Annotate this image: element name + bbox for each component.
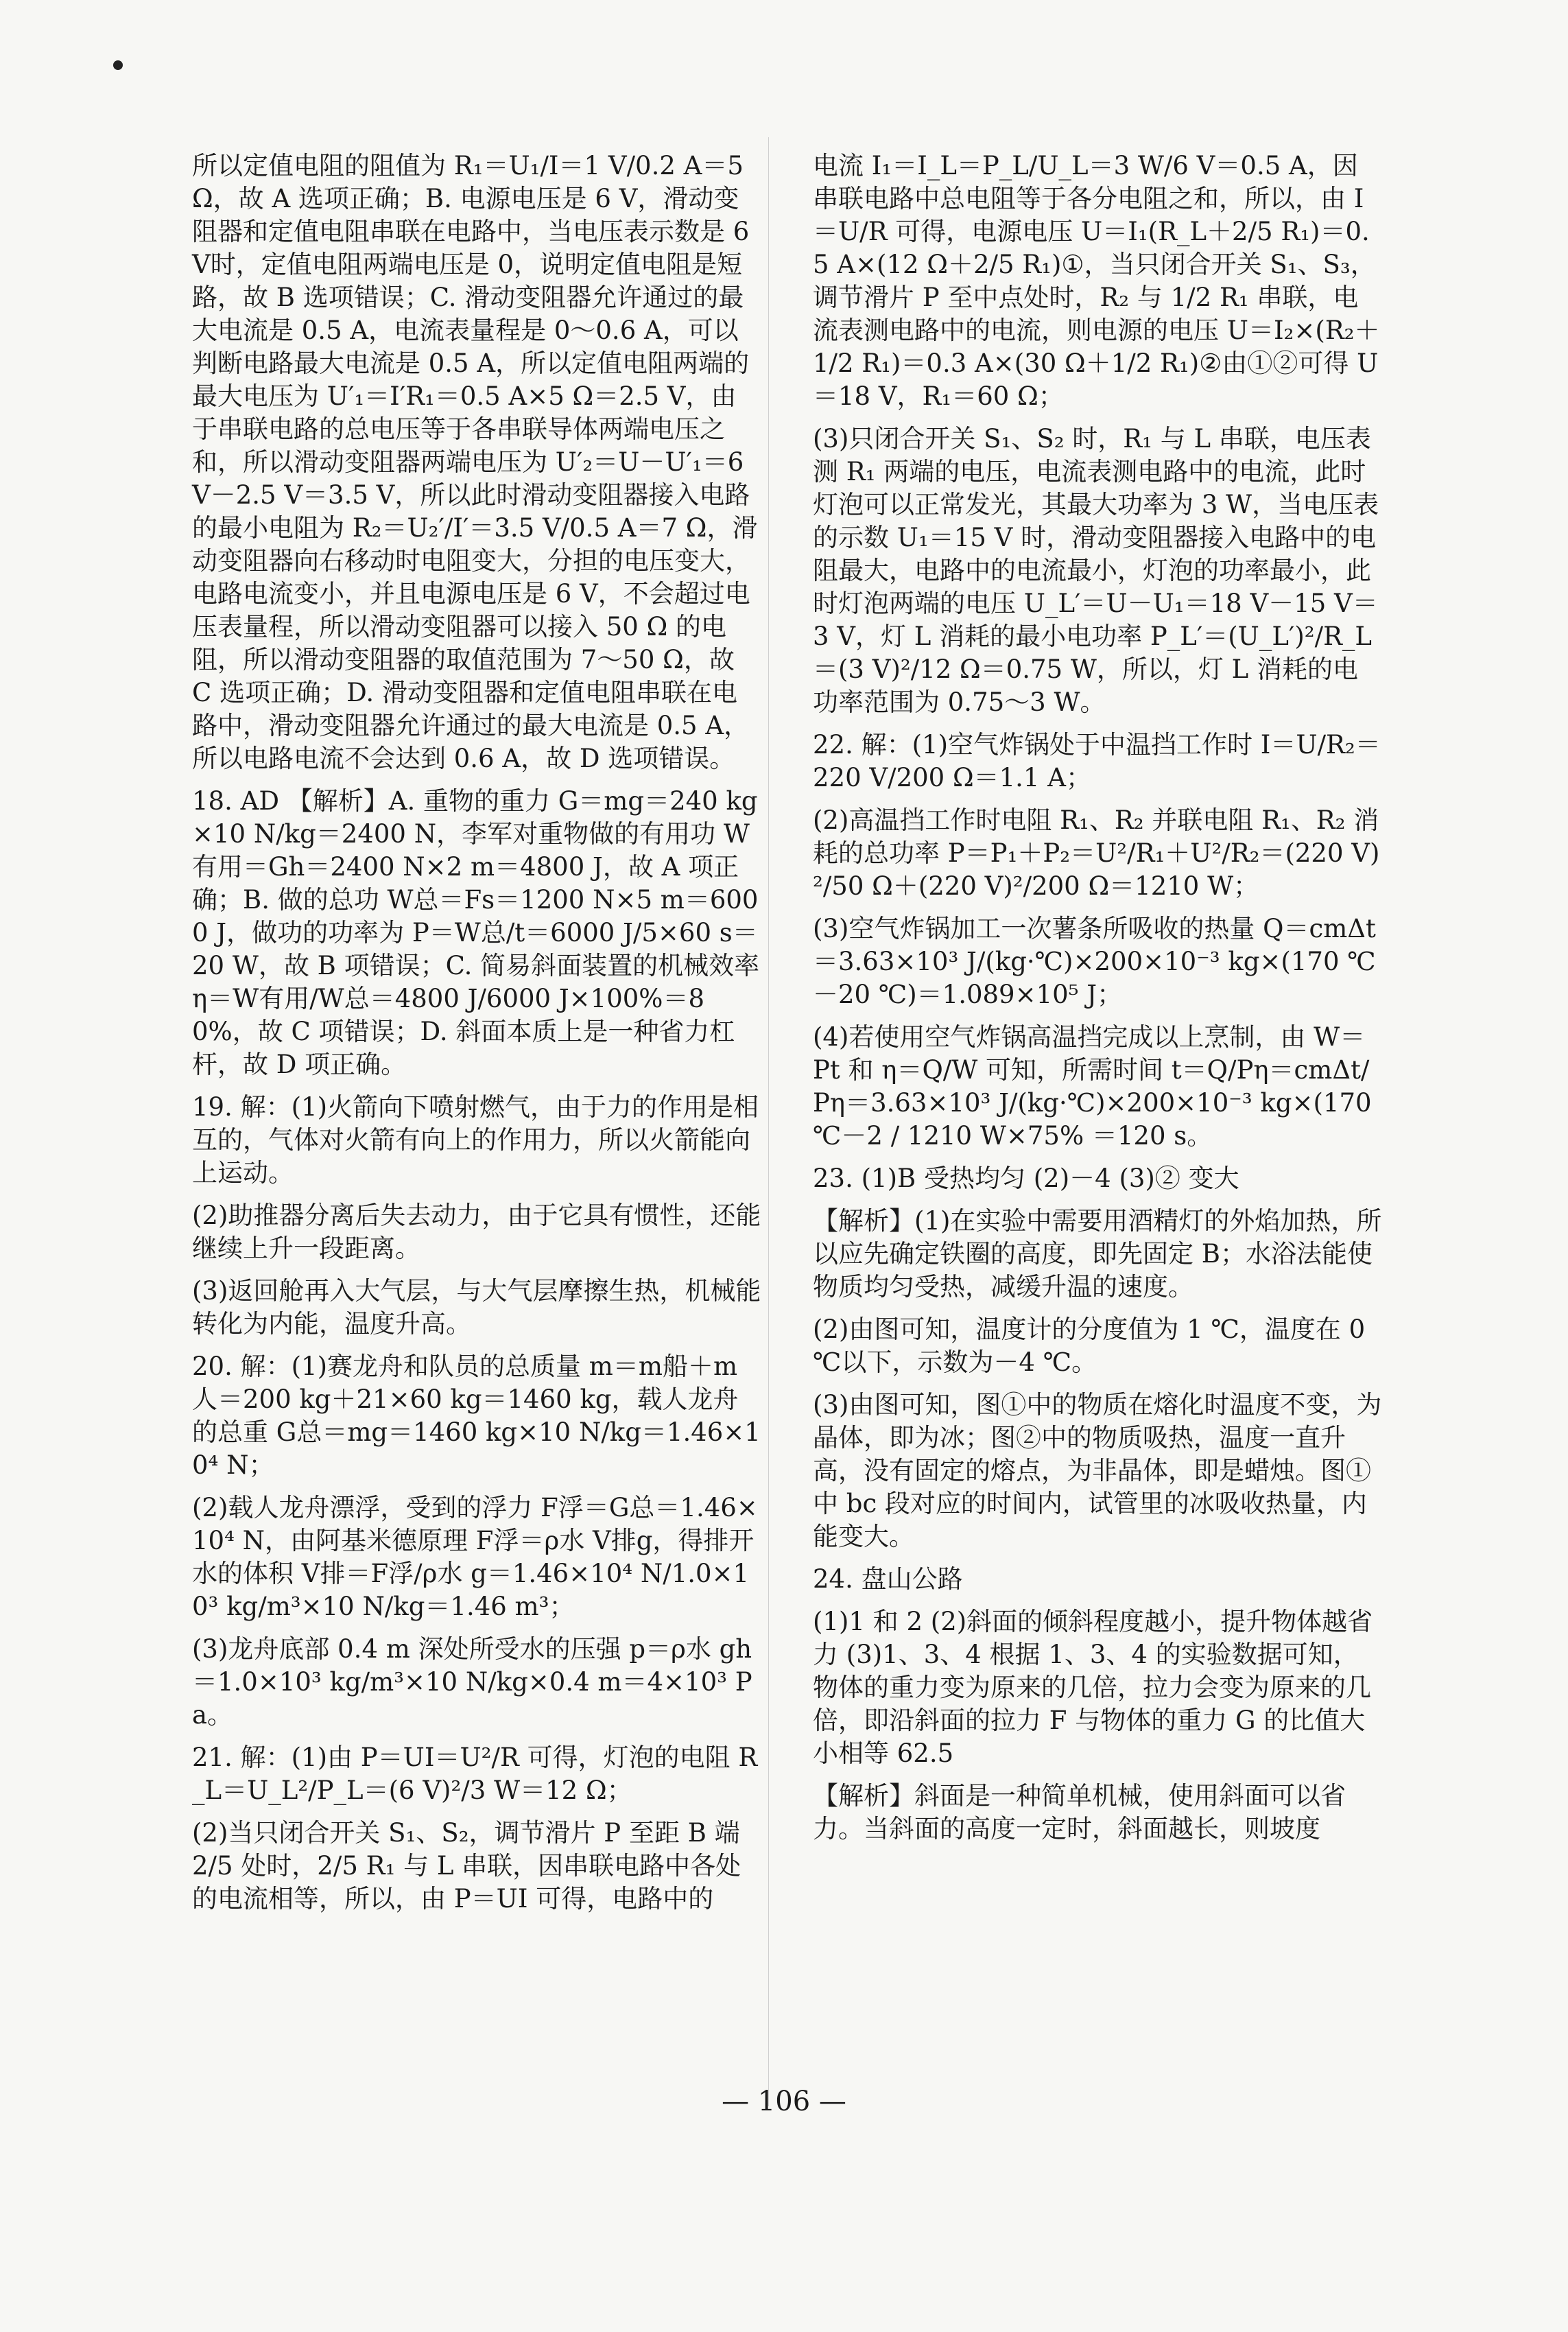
answer-19-part2: (2)助推器分离后失去动力，由于它具有惯性，还能继续上升一段距离。 bbox=[192, 1201, 761, 1263]
answer-23-analysis-3: (3)由图可知，图①中的物质在熔化时温度不变，为晶体，即为冰；图②中的物质吸热，温度一直升高，没有固定的熔点，为非晶体，即是蜡烛。图①中 bc 段对应的时间内，试管里的冰吸收热量，内能变大。 bbox=[813, 1390, 1382, 1551]
answer-23-analysis-1: 【解析】(1)在实验中需要用酒精灯的外焰加热，所以应先确定铁圈的高度，即先固定 B；水浴法能使物质均匀受热，减缓升温的速度。 bbox=[813, 1206, 1382, 1302]
answer-20-part3: (3)龙舟底部 0.4 m 深处所受水的压强 p＝ρ水 gh＝1.0×10³ kg/m³×10 N/kg×0.4 m＝4×10³ Pa。 bbox=[192, 1634, 752, 1730]
right-column bbox=[813, 150, 1382, 1855]
left-column bbox=[192, 150, 761, 1925]
answer-24-analysis: 【解析】斜面是一种简单机械，使用斜面可以省力。当斜面的高度一定时，斜面越长，则坡度 bbox=[813, 1781, 1346, 1844]
answer-19-part1: 19. 解：(1)火箭向下喷射燃气，由于力的作用是相互的，气体对火箭有向上的作用力，所以火箭能向上运动。 bbox=[192, 1092, 759, 1188]
answer-22-part1: 22. 解：(1)空气炸锅处于中温挡工作时 I＝U/R₂＝220 V/200 Ω＝1.1 A； bbox=[813, 730, 1381, 792]
printer-dot bbox=[113, 60, 123, 70]
answer-24-title: 24. 盘山公路 bbox=[813, 1564, 963, 1594]
answer-20-part2: (2)载人龙舟漂浮，受到的浮力 F浮＝G总＝1.46×10⁴ N，由阿基米德原理 F浮＝ρ水 V排g，得排开水的体积 V排＝F浮/ρ水 g＝1.46×10⁴ N/1.0×10³ kg/m³×10 N/kg＝1.46 m³； bbox=[192, 1493, 758, 1621]
column-divider bbox=[768, 137, 769, 2106]
page-number: — 106 — bbox=[722, 2086, 846, 2117]
answer-22-part2: (2)高温挡工作时电阻 R₁、R₂ 并联电阻 R₁、R₂ 消耗的总功率 P＝P₁＋P₂＝U²/R₁＋U²/R₂＝(220 V)²/50 Ω＋(220 V)²/200 Ω＝1210 W； bbox=[813, 805, 1380, 901]
answer-24-body: (1)1 和 2 (2)斜面的倾斜程度越小，提升物体越省力 (3)1、3、4 根据 1、3、4 的实验数据可知，物体的重力变为原来的几倍，拉力会变为原来的几倍，即沿斜面的拉力 F 与物体的重力 G 的比值大小相等 62.5 bbox=[813, 1607, 1373, 1768]
answer-18: 18. AD 【解析】A. 重物的重力 G＝mg＝240 kg×10 N/kg＝2400 N，李军对重物做的有用功 W有用＝Gh＝2400 N×2 m＝4800 J，故 A 项正确；B. 做的总功 W总＝Fs＝1200 N×5 m＝6000 J，做功的功率为 P＝W总/t＝6000 J/5×60 s＝20 W，故 B 项错误；C. 简易斜面装置的机械效率 η＝W有用/W总＝4800 J/6000 J×100%＝80%，故 C 项错误；D. 斜面本质上是一种省力杠杆，故 D 项正确。 bbox=[192, 786, 760, 1079]
answer-21-part3: (3)只闭合开关 S₁、S₂ 时，R₁ 与 L 串联，电压表测 R₁ 两端的电压，电流表测电路中的电流，此时灯泡可以正常发光，其最大功率为 3 W，当电压表的示数 U₁＝15 V 时，滑动变阻器接入电路中的电阻最大，电路中的电流最小，灯泡的功率最小，此时灯泡两端的电压 U_L′＝U－U₁＝18 V－15 V＝3 V，灯 L 消耗的最小电功率 P_L′＝(U_L′)²/R_L＝(3 V)²/12 Ω＝0.75 W，所以，灯 L 消耗的电功率范围为 0.75～3 W。 bbox=[813, 424, 1379, 717]
answer-21-part2: (2)当只闭合开关 S₁、S₂，调节滑片 P 至距 B 端 2/5 处时，2/5 R₁ 与 L 串联，因串联电路中各处的电流相等，所以，由 P＝UI 可得，电路中的 bbox=[192, 1818, 741, 1913]
paragraph: 所以定值电阻的阻值为 R₁＝U₁/I＝1 V/0.2 A＝5 Ω，故 A 选项正确；B. 电源电压是 6 V，滑动变阻器和定值电阻串联在电路中，当电压表示数是 6 V时，定值电阻两端电压是 0，说明定值电阻是短路，故 B 选项错误；C. 滑动变阻器允许通过的最大电流是 0.5 A，电流表量程是 0～0.6 A，可以判断电路最大电流是 0.5 A，所以定值电阻两端的最大电压为 U′₁＝I′R₁＝0.5 A×5 Ω＝2.5 V，由于串联电路的总电压等于各串联导体两端电压之和，所以滑动变阻器两端电压为 U′₂＝U－U′₁＝6 V－2.5 V＝3.5 V，所以此时滑动变阻器接入电路的最小电阻为 R₂＝U₂′/I′＝3.5 V/0.5 A＝7 Ω，滑动变阻器向右移动时电阻变大，分担的电压变大，电路电流变小，并且电源电压是 6 V，不会超过电压表量程，所以滑动变阻器可以接入 50 Ω 的电阻，所以滑动变阻器的取值范围为 7～50 Ω，故 C 选项正确；D. 滑动变阻器和定值电阻串联在电路中，滑动变阻器允许通过的最大电流是 0.5 A，所以电路电流不会达到 0.6 A，故 D 选项错误。 bbox=[192, 151, 758, 773]
answer-23-analysis-2: (2)由图可知，温度计的分度值为 1 ℃，温度在 0 ℃以下，示数为－4 ℃。 bbox=[813, 1315, 1366, 1377]
answer-21-continued: 电流 I₁＝I_L＝P_L/U_L＝3 W/6 V＝0.5 A，因串联电路中总电阻等于各分电阻之和，所以，由 I＝U/R 可得，电源电压 U＝I₁(R_L＋2/5 R₁)＝0.5 A×(12 Ω＋2/5 R₁)①，当只闭合开关 S₁、S₃，调节滑片 P 至中点处时，R₂ 与 1/2 R₁ 串联，电流表测电路中的电流，则电源的电压 U＝I₂×(R₂＋1/2 R₁)＝0.3 A×(30 Ω＋1/2 R₁)②由①②可得 U＝18 V，R₁＝60 Ω； bbox=[813, 151, 1380, 411]
answer-19-part3: (3)返回舱再入大气层，与大气层摩擦生热，机械能转化为内能，温度升高。 bbox=[192, 1276, 761, 1339]
answer-20-part1: 20. 解：(1)赛龙舟和队员的总质量 m＝m船＋m人＝200 kg＋21×60 kg＝1460 kg，载人龙舟的总重 G总＝mg＝1460 kg×10 N/kg＝1.46×10⁴ N； bbox=[192, 1352, 761, 1480]
answer-23: 23. (1)B 受热均匀 (2)－4 (3)② 变大 bbox=[813, 1164, 1239, 1193]
answer-22-part4: (4)若使用空气炸锅高温挡完成以上烹制，由 W＝Pt 和 η＝Q/W 可知，所需时间 t＝Q/Pη＝cmΔt/Pη＝3.63×10³ J/(kg·℃)×200×10⁻³ kg×(170 ℃－2 / 1210 W×75% ＝120 s。 bbox=[813, 1022, 1372, 1151]
answer-21-part1: 21. 解：(1)由 P＝UI＝U²/R 可得，灯泡的电阻 R_L＝U_L²/P_L＝(6 V)²/3 W＝12 Ω； bbox=[192, 1743, 758, 1805]
answer-22-part3: (3)空气炸锅加工一次薯条所吸收的热量 Q＝cmΔt＝3.63×10³ J/(kg·℃)×200×10⁻³ kg×(170 ℃－20 ℃)＝1.089×10⁵ J； bbox=[813, 914, 1376, 1009]
